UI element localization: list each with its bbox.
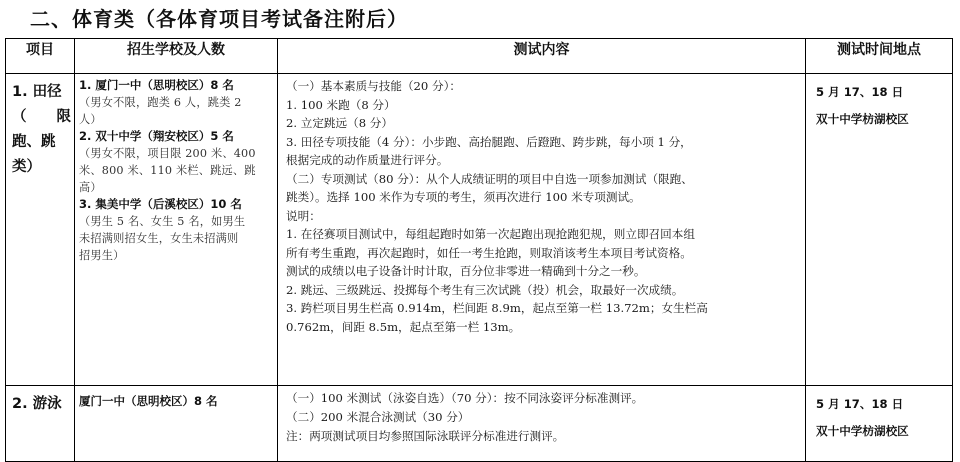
school-note: （男女不限，项目限 200 米、400: [79, 147, 256, 160]
content-line: （一）100 米测试（泳姿自选）（70 分）：按不同泳姿评分标准测评。: [286, 391, 644, 405]
table-row-swimming: [6, 386, 953, 462]
content-line: 注：两项测试项目均参照国际泳联评分标准进行测评。: [286, 429, 565, 443]
section-heading: 二、体育类（各体育项目考试备注附后）: [30, 7, 408, 31]
project-line: 跑、跳: [12, 134, 56, 150]
school-note: 高）: [79, 181, 102, 194]
content-line: 所有考生重跑，再次起跑时，如任一考生抢跑，则取消该考生本项目考试资格。: [286, 245, 692, 260]
test-date: 5 月 17、18 日: [816, 397, 904, 411]
school-note: 未招满则招女生，女生未招满则: [79, 232, 239, 245]
school-name: 1. 厦门一中（思明校区）8 名: [79, 78, 234, 92]
content-line: （二）专项测试（80 分）：从个人成绩证明的项目中自选一项参加测试（限跑、: [286, 171, 693, 186]
project-line: 1. 田径: [12, 84, 62, 100]
school-name: 2. 双十中学（翔安校区）5 名: [79, 129, 234, 143]
project-line-justified: （ 限: [12, 109, 71, 125]
content-line: 1. 100 米跑（8 分）: [286, 97, 396, 112]
content-line: 1. 在径赛项目测试中，每组起跑时如第一次起跑出现抢跑犯规，则立即召回本组: [286, 227, 695, 241]
table-row-athletics: [6, 74, 953, 386]
content-line: 3. 跨栏项目男生栏高 0.914m，栏间距 8.9m，起点至第一栏 13.72m；女生栏高: [286, 301, 708, 315]
school-note: 人）: [79, 113, 102, 126]
test-venue: 双十中学枋湖校区: [816, 424, 909, 438]
content-line: （一）基本素质与技能（20 分）：: [286, 79, 461, 93]
header-project: 项目: [6, 39, 75, 74]
content-line: 说明：: [286, 208, 321, 223]
test-date: 5 月 17、18 日: [816, 85, 904, 99]
school-name: 厦门一中（思明校区）8 名: [79, 394, 218, 408]
test-content-cell: [278, 74, 806, 386]
schools-cell: [75, 74, 278, 386]
content-line: 跳类）。选择 100 米作为专项的考生，须再次进行 100 米专项测试。: [286, 190, 641, 204]
school-note: （男生 5 名、女生 5 名，如男生: [79, 215, 246, 228]
test-venue: 双十中学枋湖校区: [816, 112, 909, 126]
project-line: 2. 游泳: [12, 396, 62, 412]
project-line: 类）: [12, 159, 41, 175]
content-line: 0.762m，间距 8.5m，起点至第一栏 13m。: [286, 319, 521, 334]
school-note: 米、800 米、110 米栏、跳远、跳: [79, 164, 256, 177]
time-place-cell: [806, 74, 953, 386]
header-schools: 招生学校及人数: [75, 39, 278, 74]
school-note: （男女不限，跑类 6 人，跳类 2: [79, 96, 242, 109]
test-content-cell: [278, 386, 806, 462]
content-line: 测试的成绩以电子设备计时计取，百分位非零进一精确到十分之一秒。: [286, 264, 646, 278]
sports-admission-table: [5, 38, 953, 462]
header-time-place: 测试时间地点: [806, 39, 953, 74]
table-header-row: [6, 39, 953, 74]
school-name: 3. 集美中学（后溪校区）10 名: [79, 197, 242, 211]
content-line: 2. 立定跳远（8 分）: [286, 116, 393, 130]
time-place-cell: [806, 386, 953, 462]
content-line: 2. 跳远、三级跳远、投掷每个考生有三次试跳（投）机会，取最好一次成绩。: [286, 282, 684, 297]
project-cell: [6, 74, 75, 386]
schools-cell: [75, 386, 278, 462]
school-note: 招男生）: [79, 249, 125, 262]
content-line: （二）200 米混合泳测试（30 分）: [286, 410, 470, 424]
project-cell: [6, 386, 75, 462]
content-line: 3. 田径专项技能（4 分）：小步跑、高抬腿跑、后蹬跑、跨步跳，每小项 1 分，: [286, 134, 692, 149]
content-line: 根据完成的动作质量进行评分。: [286, 153, 449, 167]
header-content: 测试内容: [278, 39, 806, 74]
